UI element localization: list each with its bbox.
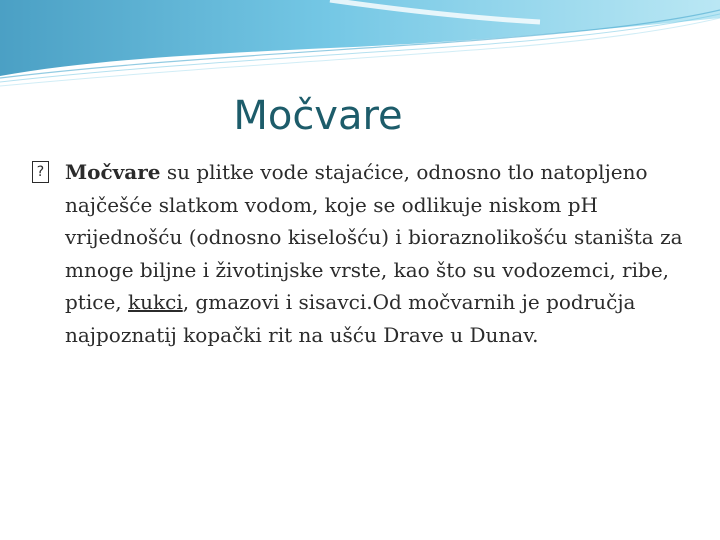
bullet-paragraph: [32, 156, 692, 351]
wave-band-main: [0, 0, 720, 76]
slide-title: Močvare: [233, 93, 403, 139]
slide-body: [32, 156, 692, 351]
paragraph-text: su plitke vode stajaćice, odnosno tlo natopljeno najčešće slatkom vodom, koje se odlikuje niskom pH vrijednošću (odnosno kiselošću) i bioraznolikošću staništa za mnoge biljne i životinjske vrste, kao što su vodozemci, ribe, ptice,: [65, 160, 683, 314]
kukci-link[interactable]: kukci: [128, 290, 183, 314]
paragraph-term: Močvare: [65, 160, 161, 184]
bullet-icon: ?: [32, 161, 49, 183]
paragraph-text-end: , gmazovi i sisavci.Od močvarnih je područja najpoznatij kopački rit na ušću Drave u Dunav.: [65, 290, 636, 347]
header-wave-decoration: [0, 0, 720, 90]
